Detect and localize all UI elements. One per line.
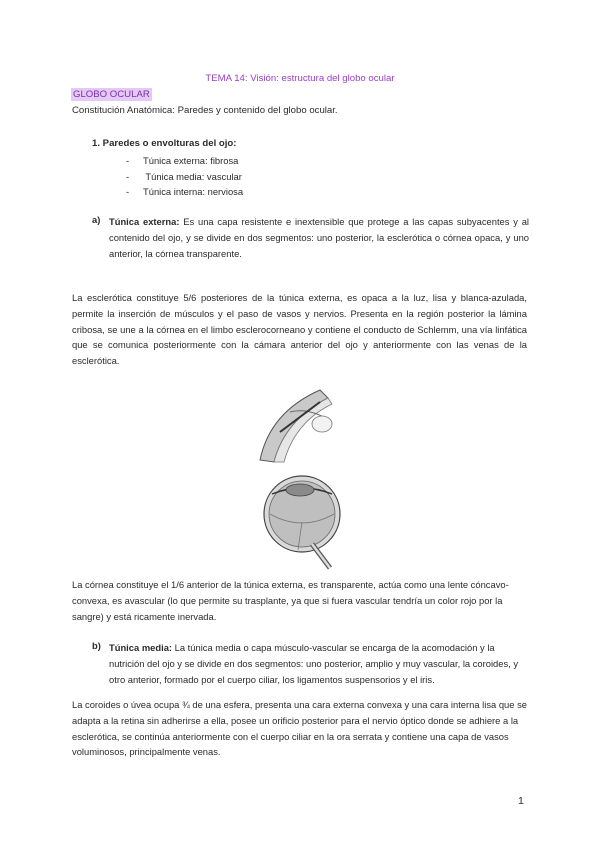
item-label-a: a) [92,214,101,225]
term-tunica-media: Túnica media: [109,642,173,653]
paragraph-tunica-externa: Túnica externa: Es una capa resistente e inextensible que protege a las capas subyacentes y al contenido del ojo, y se divide en dos segmentos: uno posterior, la esclerótica o córnea opaca, y uno anterior, la córnea transparente. [109,216,530,259]
term-tunica-externa: Túnica externa: [109,216,180,227]
section-heading-paredes: 1. Paredes o envolturas del ojo: [92,138,237,149]
list-item: - Túnica media: vascular [126,170,242,182]
limbus-section-illustration [260,390,332,462]
list-item: - Túnica externa: fibrosa [126,155,239,166]
highlighted-heading: GLOBO OCULAR [73,89,150,100]
list-item: - Túnica interna: nerviosa [126,186,244,197]
item-label-b: b) [92,640,101,651]
page-number: 1 [518,795,524,807]
subtitle: Constitución Anatómica: Paredes y contenido del globo ocular. [72,105,338,116]
paragraph-tunica-media: Túnica media: La túnica media o capa músculo-vascular se encarga de la acomodación y la nutrición del ojo y se divide en dos segmentos: uno posterior, amplio y muy vascular, la coroides, y otro anterior, formado por el cuerpo ciliar, los ligamentos suspensorios y el iris. [109,642,519,685]
paragraph-cornea: La córnea constituye el 1/6 anterior de la túnica externa, es transparente, actúa como una lente cóncavo-convexa, es avascular (lo que permite su trasplante, ya que si fuera vascular tendría un color rojo por la sangre) y está ricamente inervada. [72,579,509,622]
document-title: TEMA 14: Visión: estructura del globo ocular [205,73,395,84]
bullet-list-tunicas [126,153,243,200]
eye-anatomy-figure [250,382,350,572]
eye-globe-illustration [264,476,340,568]
paragraph-coroides: La coroides o úvea ocupa ¾ de una esfera, presenta una cara externa convexa y una cara interna lisa que se adapta a la retina sin adherirse a ella, posee un orificio posterior para el nervio óptico donde se adhiere a la esclerótica, se continúa anteriormente con el cuerpo ciliar en la ora serrata y contiene una capa de vasos voluminosos, principalmente venas. [72,699,527,758]
paragraph-esclerotica: La esclerótica constituye 5/6 posteriores de la túnica externa, es opaca a la luz, lisa y blanca-azulada, permite la inserción de músculos y el paso de vasos y nervios. Presenta en la región posterior la lámina cribosa, se une a la córnea en el limbo esclerocorneano y contiene el conducto de Schlemm, una vía linfática que se comunica posteriormente con la cámara anterior del ojo y anteriormente con las venas de la esclerótica. [72,292,527,367]
